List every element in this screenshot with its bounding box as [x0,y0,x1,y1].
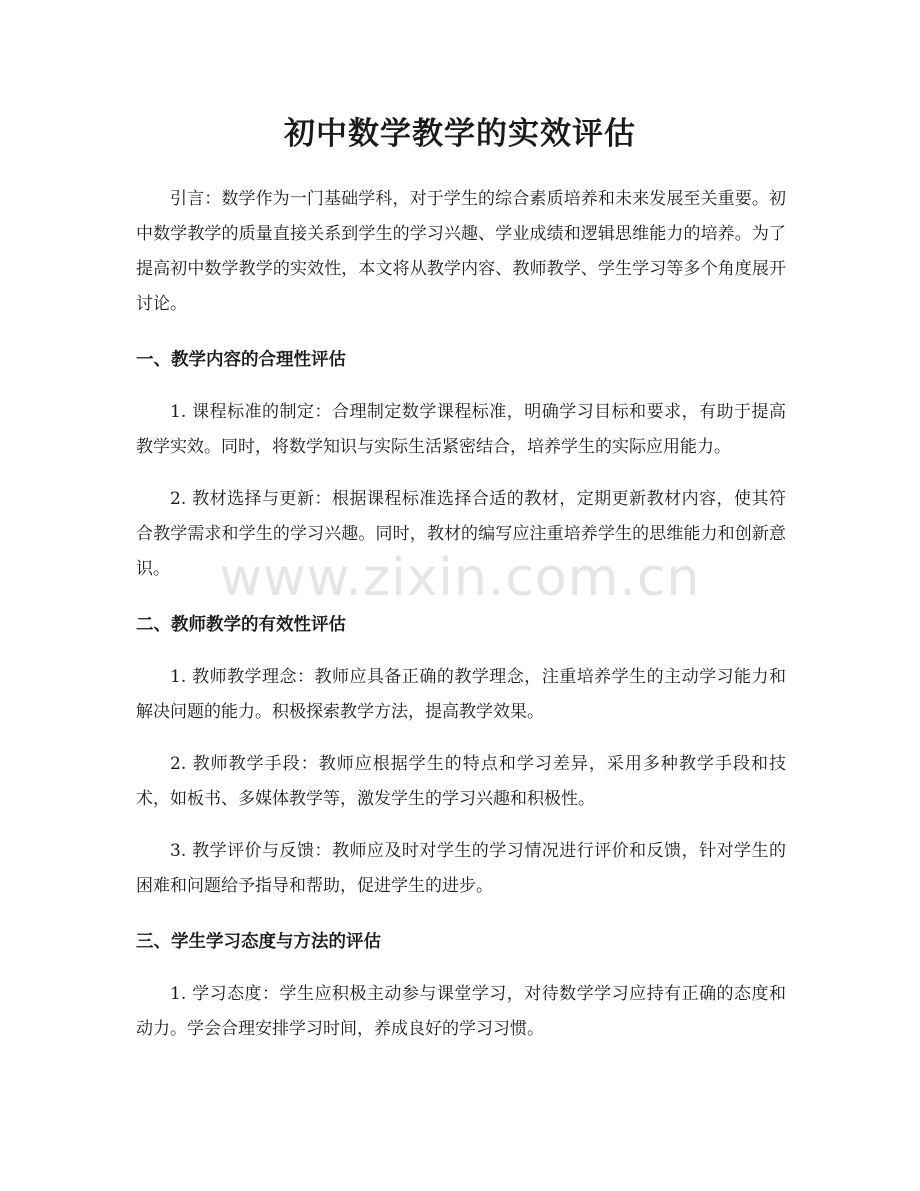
intro-paragraph: 引言：数学作为一门基础学科，对于学生的综合素质培养和未来发展至关重要。初中数学教学的质量直接关系到学生的学习兴趣、学业成绩和逻辑思维能力的培养。为了提高初中数学教学的实效性，本文将从教学内容、教师教学、学生学习等多个角度展开讨论。 [136,189,786,314]
page-title: 初中数学教学的实效评估 [284,116,636,152]
section-3-heading: 三、学生学习态度与方法的评估 [136,932,381,952]
document-body [136,182,786,1047]
section-2-item-3: 3. 教学评价与反馈：教师应及时对学生的学习情况进行评价和反馈，针对学生的困难和问题给予指导和帮助，促进学生的进步。 [136,841,786,896]
section-1-item-2: 2. 教材选择与更新：根据课程标准选择合适的教材，定期更新教材内容，使其符合教学需求和学生的学习兴趣。同时，教材的编写应注重培养学生的思维能力和创新意识。 [136,489,786,579]
watermark: www.zixin.com.cn [219,548,701,608]
section-2-item-2: 2. 教师教学手段：教师应根据学生的特点和学习差异，采用多种教学手段和技术，如板书、多媒体教学等，激发学生的学习兴趣和积极性。 [136,754,786,809]
section-2-heading: 二、教师教学的有效性评估 [136,615,346,635]
section-3-item-1: 1. 学习态度：学生应积极主动参与课堂学习，对待数学学习应持有正确的态度和动力。学会合理安排学习时间，养成良好的学习习惯。 [136,984,786,1039]
section-1-item-1: 1. 课程标准的制定：合理制定数学课程标准，明确学习目标和要求，有助于提高教学实效。同时，将数学知识与实际生活紧密结合，培养学生的实际应用能力。 [136,402,786,457]
section-2-item-1: 1. 教师教学理念：教师应具备正确的教学理念，注重培养学生的主动学习能力和解决问题的能力。积极探索教学方法，提高教学效果。 [136,667,786,722]
section-1-heading: 一、教学内容的合理性评估 [136,350,346,370]
